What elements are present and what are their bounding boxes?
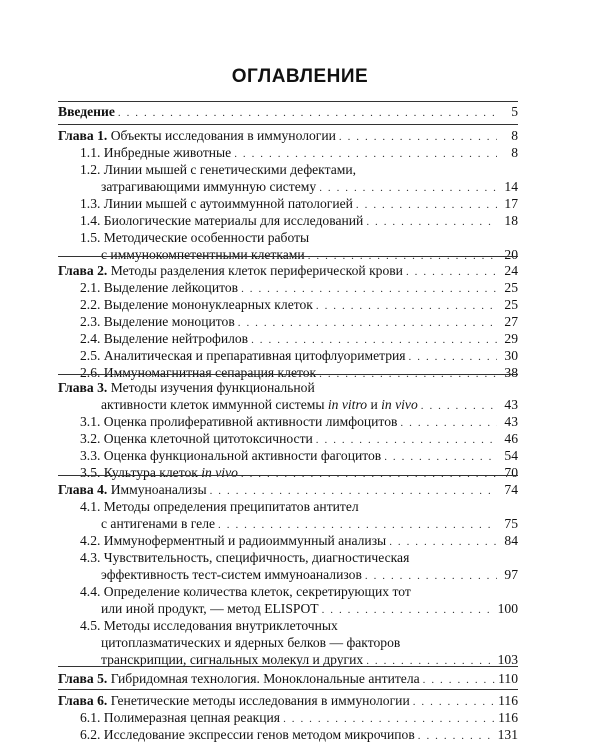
- section-title-cont: затрагивающими иммунную систему: [101, 179, 317, 194]
- section-title: 4.4. Определение количества клеток, секретирующих тот: [80, 584, 411, 599]
- leader-dots: [118, 105, 497, 122]
- section-divider: [58, 475, 518, 476]
- toc-entry-chapter-6[interactable]: [58, 692, 518, 709]
- leader-dots: [418, 728, 495, 745]
- chapter-title: Объекты исследования в иммунологии: [110, 128, 336, 143]
- chapter-title-italic: in vivo: [381, 397, 418, 412]
- toc-entry-chapter-3[interactable]: [58, 379, 518, 396]
- section-title: 4.5. Методы исследования внутриклеточных: [80, 618, 338, 633]
- section-title: 1.5. Методические особенности работы: [80, 230, 310, 245]
- toc-entry-2-2[interactable]: [58, 296, 518, 313]
- chapter-title: Гибридомная технология. Моноклональные антитела: [110, 671, 420, 686]
- page-number: 30: [504, 348, 518, 363]
- toc-entry-3-2[interactable]: [58, 430, 518, 447]
- page-number: 5: [511, 104, 518, 119]
- toc-entry-chapter-4[interactable]: [58, 481, 518, 498]
- toc-entry-2-3[interactable]: [58, 313, 518, 330]
- page-number: 25: [504, 280, 518, 295]
- toc-entry-4-2[interactable]: [58, 532, 518, 549]
- toc-entry-chapter-1[interactable]: [58, 127, 518, 144]
- page-number: 116: [498, 710, 518, 725]
- toc-entry-1-5[interactable]: [58, 229, 518, 246]
- section-divider: [58, 689, 518, 690]
- page-number: 43: [504, 414, 518, 429]
- page-number: 74: [504, 482, 518, 497]
- page-number: 25: [504, 297, 518, 312]
- page-number: 75: [504, 516, 518, 531]
- section-title: 1.2. Линии мышей с генетическими дефектами,: [80, 162, 356, 177]
- section-title: 2.6. Иммуномагнитная сепарация клеток: [80, 365, 317, 380]
- section-title: 3.3. Оценка функциональной активности фагоцитов: [80, 448, 382, 463]
- chapter-label: Глава 5.: [58, 671, 108, 686]
- toc-entry-1-4[interactable]: [58, 212, 518, 229]
- chapter-title: Генетические методы исследования в иммунологии: [110, 693, 410, 708]
- section-title: 2.3. Выделение моноцитов: [80, 314, 235, 329]
- toc-entry-3-1[interactable]: [58, 413, 518, 430]
- toc-entry-intro[interactable]: [58, 103, 518, 120]
- chapter-label: Глава 6.: [58, 693, 108, 708]
- page-number: 103: [497, 652, 518, 667]
- toc-entry-4-3-cont[interactable]: [58, 566, 518, 583]
- section-title-cont: эффективность тест-систем иммуноанализов: [101, 567, 362, 582]
- page-number: 14: [504, 179, 518, 194]
- toc-entry-1-2-cont[interactable]: [58, 178, 518, 195]
- section-title: 2.4. Выделение нейтрофилов: [80, 331, 249, 346]
- section-title-cont: или иной продукт, — метод ELISPOT: [101, 601, 319, 616]
- toc-entry-4-5[interactable]: [58, 617, 518, 634]
- page-title: ОГЛАВЛЕНИЕ: [231, 66, 369, 87]
- section-title-cont: транскрипции, сигнальных молекул и других: [101, 652, 364, 667]
- toc-entry-6-1[interactable]: [58, 709, 518, 726]
- chapter-label: Глава 2.: [58, 263, 108, 278]
- section-divider: [58, 256, 518, 257]
- section-title: 3.5. Культура клеток: [80, 465, 202, 480]
- chapter-title: Методы разделения клеток периферической крови: [110, 263, 403, 278]
- section-title: 3.1. Оценка пролиферативной активности лимфоцитов: [80, 414, 398, 429]
- section-title: 1.4. Биологические материалы для исследований: [80, 213, 364, 228]
- section-title: 2.1. Выделение лейкоцитов: [80, 280, 239, 295]
- section-divider: [58, 374, 518, 375]
- section-title: 2.2. Выделение мононуклеарных клеток: [80, 297, 313, 312]
- toc-entry-1-1[interactable]: [58, 144, 518, 161]
- section-title: 6.2. Исследование экспрессии генов методом микрочипов: [80, 727, 415, 742]
- page-number: 18: [504, 213, 518, 228]
- section-title: 1.1. Инбредные животные: [80, 145, 232, 160]
- page-number: 8: [511, 145, 518, 160]
- toc-entry-chapter-2[interactable]: [58, 262, 518, 279]
- toc-entry-2-5[interactable]: [58, 347, 518, 364]
- chapter-title: Иммуноанализы: [110, 482, 207, 497]
- toc-entry-4-5-cont[interactable]: [58, 634, 518, 651]
- page-number: 54: [504, 448, 518, 463]
- toc-entry-4-3[interactable]: [58, 549, 518, 566]
- section-title: 1.3. Линии мышей с аутоиммунной патологией: [80, 196, 353, 211]
- page-number: 20: [504, 247, 518, 262]
- toc-entry-1-5-cont[interactable]: [58, 246, 518, 263]
- toc-entry-chapter-3-cont[interactable]: [58, 396, 518, 413]
- toc-entry-1-3[interactable]: [58, 195, 518, 212]
- section-title: 4.2. Иммуноферментный и радиоиммунный анализы: [80, 533, 387, 548]
- chapter-label: Глава 1.: [58, 128, 108, 143]
- toc-entry-1-2[interactable]: [58, 161, 518, 178]
- toc-entry-2-1[interactable]: [58, 279, 518, 296]
- section-title-cont: цитоплазматических и ядерных белков — факторов: [101, 635, 401, 650]
- toc-entry-2-4[interactable]: [58, 330, 518, 347]
- section-title-italic: in vivo: [201, 465, 238, 480]
- section-title: 4.1. Методы определения преципитатов антител: [80, 499, 359, 514]
- toc-entry-4-4[interactable]: [58, 583, 518, 600]
- page-number: 29: [504, 331, 518, 346]
- chapter-title: Методы изучения функциональной: [110, 380, 315, 395]
- page-number: 46: [504, 431, 518, 446]
- chapter-label: Глава 4.: [58, 482, 108, 497]
- chapter-title-and: и: [367, 397, 382, 412]
- page-number: 131: [497, 727, 518, 742]
- section-divider: [58, 666, 518, 667]
- page-number: 27: [504, 314, 518, 329]
- toc-entry-3-3[interactable]: [58, 447, 518, 464]
- toc-entry-chapter-5[interactable]: [58, 670, 518, 687]
- intro-label: Введение: [58, 104, 115, 119]
- section-title: 3.2. Оценка клеточной цитотоксичности: [80, 431, 313, 446]
- chapter-title-italic: in vitro: [327, 397, 368, 412]
- page-number: 84: [504, 533, 518, 548]
- page-number: 97: [504, 567, 518, 582]
- page-number: 110: [498, 671, 518, 686]
- page-number: 38: [504, 365, 518, 380]
- toc-entry-6-2[interactable]: [58, 726, 518, 743]
- toc-entry-4-4-cont[interactable]: [58, 600, 518, 617]
- section-divider: [58, 101, 518, 102]
- section-title: 2.5. Аналитическая и препаративная цитофлуориметрия: [80, 348, 406, 363]
- section-title-cont: с антигенами в геле: [101, 516, 216, 531]
- page-number: 24: [504, 263, 518, 278]
- page-number: 70: [504, 465, 518, 480]
- toc-entry-3-5[interactable]: [58, 464, 518, 481]
- page-number: 17: [504, 196, 518, 211]
- section-title: 6.1. Полимеразная цепная реакция: [80, 710, 281, 725]
- toc-entry-4-1-cont[interactable]: [58, 515, 518, 532]
- section-title: 4.3. Чувствительность, специфичность, диагностическая: [80, 550, 410, 565]
- section-title-cont: с иммунокомпетентными клетками: [101, 247, 305, 262]
- page-number: 43: [504, 397, 518, 412]
- page-number: 116: [498, 693, 518, 708]
- leader-dots: [366, 653, 494, 670]
- page-number: 100: [497, 601, 518, 616]
- chapter-title-cont: активности клеток иммунной системы: [101, 397, 328, 412]
- section-divider: [58, 124, 518, 125]
- leader-dots: [423, 672, 495, 689]
- chapter-label: Глава 3.: [58, 380, 108, 395]
- page-number: 8: [511, 128, 518, 143]
- toc-entry-4-1[interactable]: [58, 498, 518, 515]
